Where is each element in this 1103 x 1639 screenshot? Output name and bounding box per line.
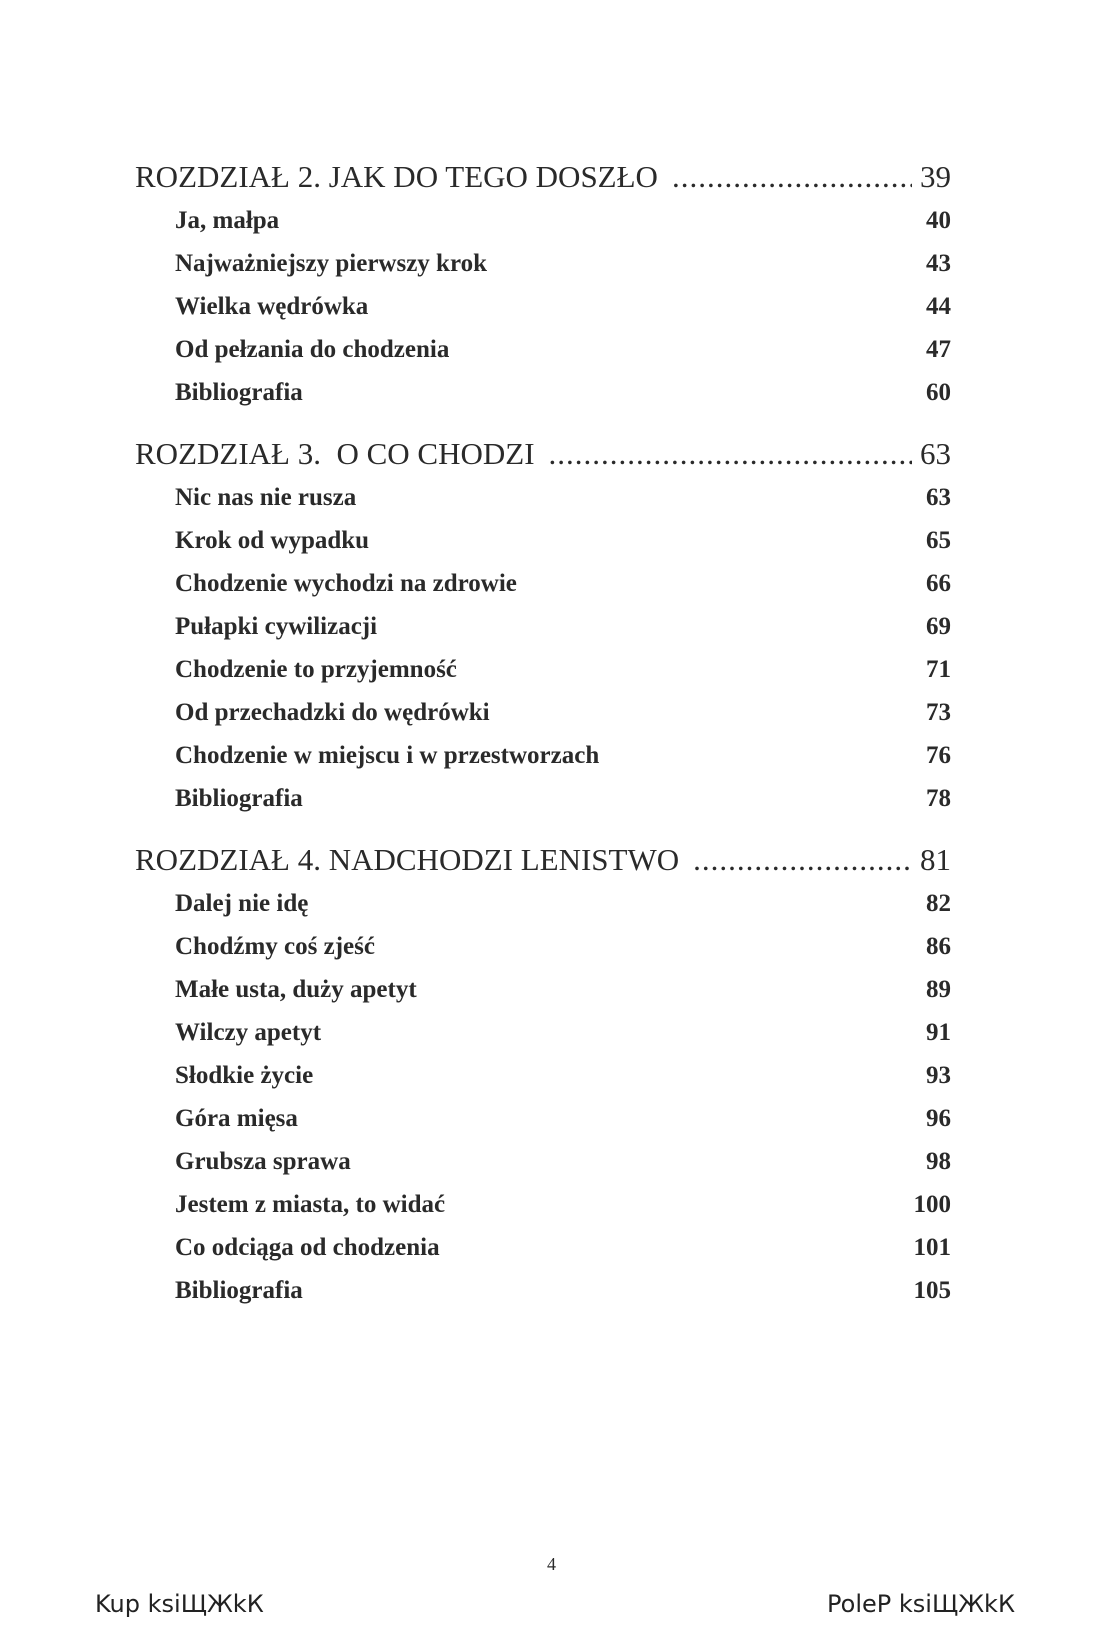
entry-title: Od przechadzki do wędrówki: [175, 699, 490, 726]
toc-entry: [135, 1183, 951, 1226]
toc-entry: [135, 734, 951, 777]
toc-entry: [135, 882, 951, 925]
entry-title: Co odciąga od chodzenia: [175, 1234, 440, 1261]
chapter-title-row: [135, 838, 951, 882]
chapter-title-row: [135, 155, 951, 199]
entry-title: Bibliografia: [175, 379, 303, 406]
chapter-3: [135, 432, 951, 820]
toc-entry: [135, 328, 951, 371]
entry-page: 66: [926, 570, 951, 597]
entry-title: Bibliografia: [175, 1277, 303, 1304]
toc-entry: [135, 1097, 951, 1140]
dot-leader: [693, 838, 912, 882]
entry-page: 91: [926, 1019, 951, 1046]
entry-page: 71: [926, 656, 951, 683]
entry-page: 76: [926, 742, 951, 769]
chapter-title-row: [135, 432, 951, 476]
toc-entry: [135, 562, 951, 605]
entry-page: 63: [926, 484, 951, 511]
entry-title: Grubsza sprawa: [175, 1148, 351, 1175]
entry-page: 69: [926, 613, 951, 640]
entry-title: Wilczy apetyt: [175, 1019, 322, 1046]
chapter-2: [135, 155, 951, 414]
entry-page: 47: [926, 336, 951, 363]
entry-title: Pułapki cywilizacji: [175, 613, 378, 640]
entry-title: Góra mięsa: [175, 1105, 298, 1132]
chapter-title: ROZDZIAŁ 4. NADCHODZI LENISTWO: [135, 842, 680, 877]
entry-title: Małe usta, duży apetyt: [175, 976, 417, 1003]
entry-title: Chodzenie wychodzi na zdrowie: [175, 570, 517, 597]
toc-entry: [135, 648, 951, 691]
entry-title: Słodkie życie: [175, 1062, 314, 1089]
table-of-contents: [135, 155, 951, 1318]
toc-entry: [135, 285, 951, 328]
entry-title: Najważniejszy pierwszy krok: [175, 250, 487, 277]
entry-page: 100: [913, 1191, 951, 1218]
entry-page: 65: [926, 527, 951, 554]
toc-entry: [135, 691, 951, 734]
recommend-book-link[interactable]: PoleР ksiЩЖkК: [827, 1590, 1015, 1618]
entry-page: 98: [926, 1148, 951, 1175]
toc-entry: [135, 199, 951, 242]
entry-title: Dalej nie idę: [175, 890, 309, 917]
entry-title: Chodzenie w miejscu i w przestworzach: [175, 742, 600, 769]
entry-title: Od pełzania do chodzenia: [175, 336, 450, 363]
toc-entry: [135, 242, 951, 285]
entry-page: 86: [926, 933, 951, 960]
page-number: 4: [547, 1554, 556, 1574]
toc-entry: [135, 605, 951, 648]
entry-page: 105: [913, 1277, 951, 1304]
dot-leader: [672, 155, 912, 199]
entry-title: Chodźmy coś zjeść: [175, 933, 375, 960]
entry-page: 40: [926, 207, 951, 234]
chapter-title: ROZDZIAŁ 3. O CO CHODZI: [135, 436, 535, 471]
toc-entry: [135, 1140, 951, 1183]
entry-title: Krok od wypadku: [175, 527, 370, 554]
entry-title: Wielka wędrówka: [175, 293, 369, 320]
toc-entry: [135, 777, 951, 820]
toc-entry: [135, 968, 951, 1011]
chapter-page: 81: [920, 842, 951, 877]
entry-page: 93: [926, 1062, 951, 1089]
toc-entry: [135, 519, 951, 562]
chapter-title: ROZDZIAŁ 2. JAK DO TEGO DOSZŁO: [135, 159, 658, 194]
toc-entry: [135, 1269, 951, 1312]
entry-page: 89: [926, 976, 951, 1003]
entry-title: Jestem z miasta, to widać: [175, 1191, 446, 1218]
buy-book-link[interactable]: Kup ksiЩЖkК: [95, 1590, 264, 1618]
toc-entry: [135, 371, 951, 414]
entry-page: 44: [926, 293, 951, 320]
toc-entry: [135, 1011, 951, 1054]
entry-page: 82: [926, 890, 951, 917]
chapter-page: 63: [920, 436, 951, 471]
entry-page: 60: [926, 379, 951, 406]
entry-page: 101: [913, 1234, 951, 1261]
chapter-4: [135, 838, 951, 1312]
toc-entry: [135, 1226, 951, 1269]
toc-entry: [135, 925, 951, 968]
entry-page: 96: [926, 1105, 951, 1132]
entry-title: Bibliografia: [175, 785, 303, 812]
toc-entry: [135, 1054, 951, 1097]
entry-title: Ja, małpa: [175, 207, 280, 234]
toc-entry: [135, 476, 951, 519]
entry-title: Chodzenie to przyjemność: [175, 656, 457, 683]
entry-page: 73: [926, 699, 951, 726]
entry-title: Nic nas nie rusza: [175, 484, 357, 511]
chapter-page: 39: [920, 159, 951, 194]
dot-leader: [549, 432, 912, 476]
entry-page: 78: [926, 785, 951, 812]
entry-page: 43: [926, 250, 951, 277]
